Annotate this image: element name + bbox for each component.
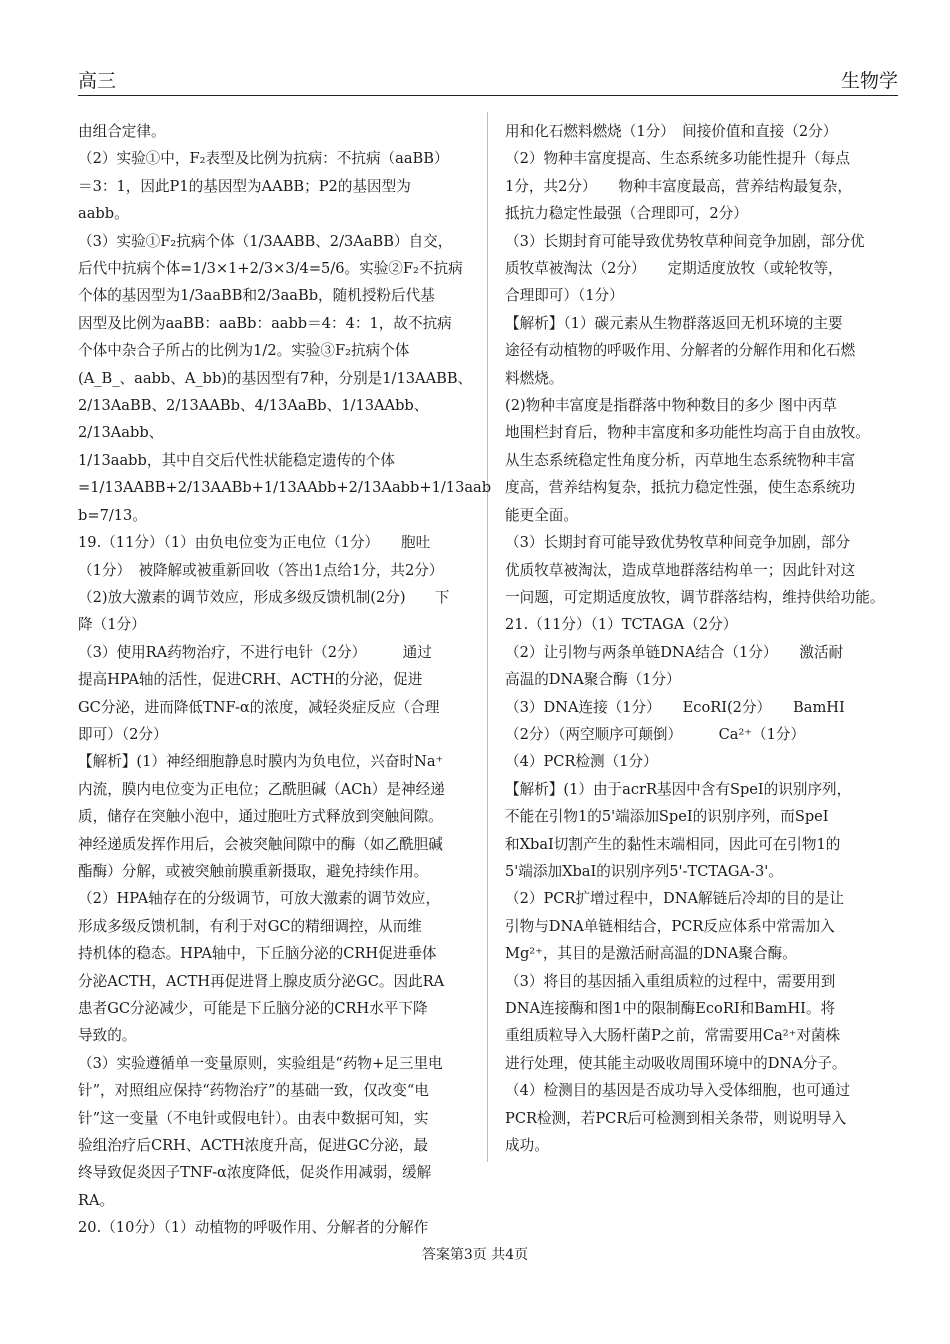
text-line: 进行处理，使其能主动吸收周围环境中的DNA分子。 xyxy=(505,1054,847,1072)
text-line: 成功。 xyxy=(505,1137,549,1155)
text-line: DNA连接酶和图1中的限制酶EcoRⅠ和BamHⅠ。将 xyxy=(505,1000,836,1017)
text-line: （4）检测目的基因是否成功导入受体细胞，也可通过 xyxy=(505,1082,850,1100)
text-line: 针”，对照组应保持“药物治疗”的基础一致，仅改变“电 xyxy=(78,1082,429,1100)
text-line: =1/13AABB+2/13AABb+1/13AAbb+2/13Aabb+1/13aab xyxy=(78,479,492,497)
text-line: 5'端添加XbaⅠ的识别序列5'-TCTAGA-3'。 xyxy=(505,862,783,880)
text-line: 提高HPA轴的活性，促进CRH、ACTH的分泌，促进 xyxy=(78,671,423,689)
text-line: 酯酶）分解，或被突触前膜重新摄取，避免持续作用。 xyxy=(78,862,429,880)
text-line: （2分）（两空顺序可颠倒） Ca²⁺（1分） xyxy=(505,725,806,743)
text-line: 分泌ACTH，ACTH再促进肾上腺皮质分泌GC。因此RA xyxy=(78,972,445,990)
text-line: （3）将目的基因插入重组质粒的过程中，需要用到 xyxy=(505,972,836,990)
text-line: 1/13aabb，其中自交后代性状能稳定遗传的个体 xyxy=(78,451,395,469)
text-line: 由组合定律。 xyxy=(78,123,166,140)
left-column xyxy=(78,118,492,1242)
column-divider xyxy=(487,112,488,1162)
text-line: aabb。 xyxy=(78,205,129,223)
text-line: 料燃烧。 xyxy=(505,369,564,387)
text-line: 神经递质发挥作用后，会被突触间隙中的酶（如乙酰胆碱 xyxy=(78,835,443,853)
text-line: 患者GC分泌减少，可能是下丘脑分泌的CRH水平下降 xyxy=(78,1000,428,1017)
text-line: （2）物种丰富度提高、生态系统多功能性提升（每点 xyxy=(505,150,850,168)
text-line: b=7/13。 xyxy=(78,506,147,524)
page-footer: 答案第3页 共4页 xyxy=(421,1247,529,1263)
text-line: 1分，共2分） 物种丰富度最高，营养结构最复杂， xyxy=(505,177,852,195)
grade-label: 高三 xyxy=(78,70,117,92)
text-line: （2）PCR扩增过程中，DNA解链后冷却的目的是让 xyxy=(505,890,844,908)
text-line: GC分泌，进而降低TNF-α的浓度，减轻炎症反应（合理 xyxy=(78,698,440,716)
text-line: 持机体的稳态。HPA轴中，下丘脑分泌的CRH促进垂体 xyxy=(78,945,437,963)
text-line: 个体中杂合子所占的比例为1/2。实验③F₂抗病个体 xyxy=(78,342,410,360)
text-line: 因型及比例为aaBB：aaBb：aabb＝4：4：1，故不抗病 xyxy=(78,314,452,332)
text-line: 不能在引物1的5'端添加SpeⅠ的识别序列，而SpeⅠ xyxy=(505,808,829,826)
text-line: 内流，膜内电位变为正电位；乙酰胆碱（ACh）是神经递 xyxy=(78,780,445,798)
text-line: 20.（10分）（1）动植物的呼吸作用、分解者的分解作 xyxy=(78,1219,429,1237)
text-line: 即可）（2分） xyxy=(78,725,168,743)
text-line: （3）使用RA药物治疗，不进行电针（2分） 通过 xyxy=(78,643,432,661)
text-line: 重组质粒导入大肠杆菌P之前，常需要用Ca²⁺对菌株 xyxy=(505,1027,841,1045)
text-line: 质，储存在突触小泡中，通过胞吐方式释放到突触间隙。 xyxy=(78,808,443,826)
text-line: ＝3：1，因此P1的基因型为AABB；P2的基因型为 xyxy=(78,177,411,195)
text-line: 19.（11分）（1）由负电位变为正电位（1分） 胞吐 xyxy=(78,534,431,552)
text-line: （2）HPA轴存在的分级调节，可放大激素的调节效应， xyxy=(78,890,441,908)
text-line: 【解析】（1）碳元素从生物群落返回无机环境的主要 xyxy=(505,314,843,332)
page-header xyxy=(78,66,898,96)
text-line: 高温的DNA聚合酶（1分） xyxy=(505,671,681,689)
text-line: （2）让引物与两条单链DNA结合（1分） 激活耐 xyxy=(505,643,844,661)
text-line: 终导致促炎因子TNF-α浓度降低，促炎作用减弱，缓解 xyxy=(78,1164,432,1182)
text-line: 抵抗力稳定性最强（合理即可，2分） xyxy=(505,205,748,223)
text-line: 从生态系统稳定性角度分析，丙草地生态系统物种丰富 xyxy=(505,451,856,469)
text-line: 用和化石燃料燃烧（1分） 间接价值和直接（2分） xyxy=(505,123,838,140)
text-line: 验组治疗后CRH、ACTH浓度升高，促进GC分泌，最 xyxy=(78,1137,428,1155)
text-line: 度高，营养结构复杂，抵抗力稳定性强，使生态系统功 xyxy=(505,479,856,497)
text-line: 形成多级反馈机制，有利于对GC的精细调控，从而维 xyxy=(78,917,422,935)
text-line: 和XbaⅠ切割产生的黏性末端相同，因此可在引物1的 xyxy=(505,835,841,853)
text-line: 途径有动植物的呼吸作用、分解者的分解作用和化石燃 xyxy=(505,342,856,360)
text-line: 降（1分） xyxy=(78,616,146,634)
text-line: PCR检测，若PCR后可检测到相关条带，则说明导入 xyxy=(505,1109,847,1127)
text-line: 2/13AaBB、2/13AABb、4/13AaBb、1/13AAbb、2/13Aabb、 xyxy=(78,397,429,442)
text-line: 一问题，可定期适度放牧，调节群落结构，维持供给功能。 xyxy=(505,588,885,606)
subject-label: 生物学 xyxy=(840,70,898,92)
text-line: 21.（11分）（1）TCTAGA（2分） xyxy=(505,616,738,634)
text-line: （3）长期封育可能导致优势牧草种间竞争加剧，部分 xyxy=(505,534,850,552)
text-line: Mg²⁺，其目的是激活耐高温的DNA聚合酶。 xyxy=(505,945,797,963)
text-line: 优质牧草被淘汰，造成草地群落结构单一；因此针对这 xyxy=(505,561,856,579)
text-line: 合理即可）（1分） xyxy=(505,287,624,305)
text-line: 针”这一变量（不电针或假电针）。由表中数据可知，实 xyxy=(78,1109,429,1127)
text-line: 个体的基因型为1/3aaBB和2/3aaBb，随机授粉后代基 xyxy=(78,287,435,305)
text-line: 地围栏封育后，物种丰富度和多功能性均高于自由放牧。 xyxy=(505,424,870,442)
text-line: 【解析】(1）神经细胞静息时膜内为负电位，兴奋时Na⁺ xyxy=(78,753,444,771)
text-line: （3）实验遵循单一变量原则，实验组是“药物+足三里电 xyxy=(78,1054,443,1072)
text-line: 导致的。 xyxy=(78,1027,137,1045)
text-line: 【解析】(1）由于acrR基因中含有SpeⅠ的识别序列， xyxy=(505,780,852,798)
text-line: RA。 xyxy=(78,1191,115,1209)
text-line: （3）长期封育可能导致优势牧草种间竞争加剧，部分优 xyxy=(505,232,865,250)
text-line: （1分） 被降解或被重新回收（答出1点给1分，共2分） xyxy=(78,561,444,579)
text-line: 后代中抗病个体=1/3×1+2/3×3/4=5/6。实验②F₂不抗病 xyxy=(78,260,463,278)
text-line: 能更全面。 xyxy=(505,506,578,524)
text-line: (A_B_、aabb、A_bb)的基因型有7种，分别是1/13AABB、 xyxy=(78,369,473,387)
text-line: （2)放大激素的调节效应，形成多级反馈机制(2分) 下 xyxy=(78,588,450,606)
text-line: (2)物种丰富度是指群落中物种数目的多少 图中丙草 xyxy=(505,397,837,415)
text-line: 质牧草被淘汰（2分） 定期适度放牧（或轮牧等， xyxy=(505,260,843,278)
header-rule xyxy=(78,95,898,96)
text-line: 引物与DNA单链相结合，PCR反应体系中常需加入 xyxy=(505,917,835,935)
text-line: （4）PCR检测（1分） xyxy=(505,753,658,771)
text-line: （3）DNA连接（1分） EcoRⅠ(2分） BamHⅠ xyxy=(505,698,845,716)
text-line: （2）实验①中，F₂表型及比例为抗病：不抗病（aaBB） xyxy=(78,150,449,168)
right-column xyxy=(505,118,901,1159)
text-line: （3）实验①F₂抗病个体（1/3AABB、2/3AaBB）自交， xyxy=(78,232,453,250)
